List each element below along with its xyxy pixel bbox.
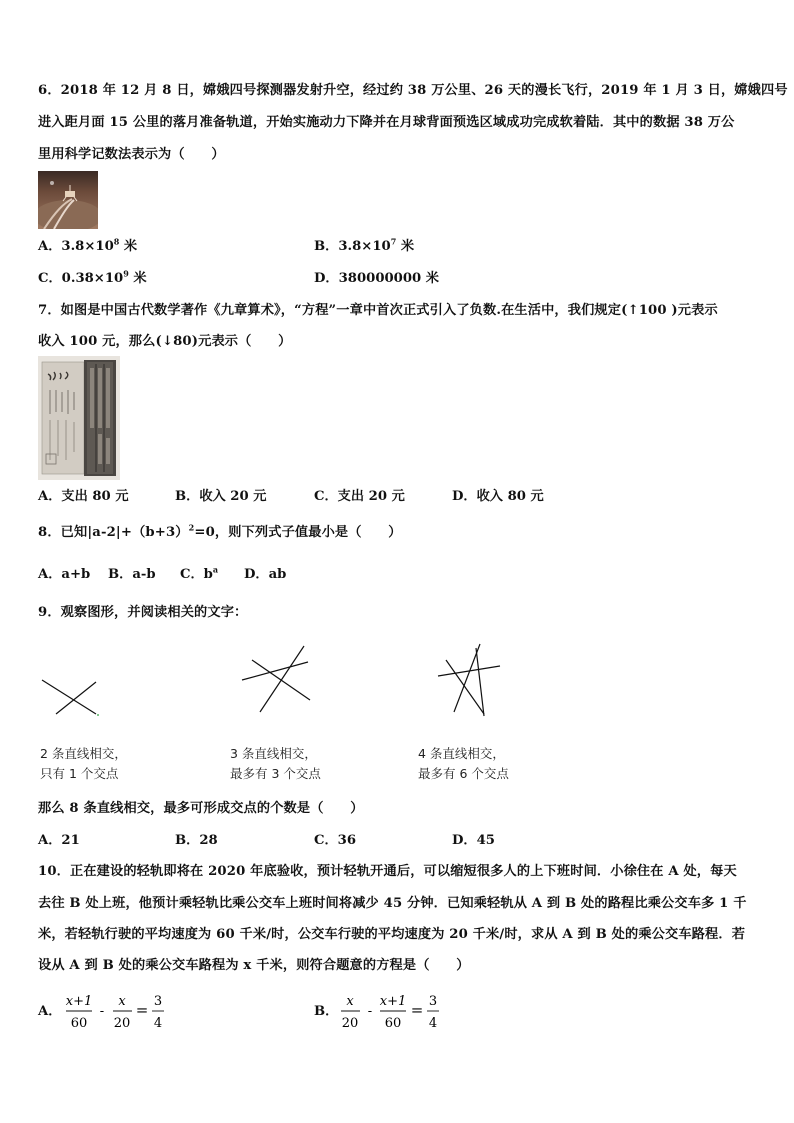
q10-b-numerator-3: 3 xyxy=(428,994,438,1009)
q8-option-a[interactable]: A．a+b xyxy=(38,567,91,582)
fig3-caption-line-1: 4 条直线相交， xyxy=(418,746,505,761)
q10-b-numerator-2: x+1 xyxy=(379,994,407,1009)
q7-line-1: 7．如图是中国古代数学著作《九章算术》，“方程”一章中首次正式引入了负数.在生活中，我们规定(↑100 )元表示 xyxy=(38,303,718,318)
q10-b-denominator-2: 60 xyxy=(384,1016,402,1031)
three-lines-figure xyxy=(242,646,310,712)
q9-option-d[interactable]: D．45 xyxy=(452,833,495,848)
q10-b-numerator-1: x xyxy=(346,994,354,1009)
q6-option-a[interactable]: A．$3.8\times 10^8$ 米 xyxy=(38,236,138,254)
q8-line-1: 8．已知$|a-2|+(b+3)^2=0$，则下列式子值最小是（ ） xyxy=(38,522,402,540)
fig1-caption-line-1: 2 条直线相交， xyxy=(40,746,127,761)
q8-option-b[interactable]: B．a-b xyxy=(108,567,156,582)
two-lines-figure xyxy=(42,680,99,716)
q10-option-a-equation[interactable] xyxy=(62,990,172,1038)
q10-line-4: 设从 A 到 B 处的乘公交车路程为 x 千米，则符合题意的方程是（ ） xyxy=(38,958,470,973)
q10-a-numerator-3: 3 xyxy=(153,994,163,1009)
fig1-caption-line-2: 只有 1 个交点 xyxy=(40,766,119,781)
q6-line-2: 进入距月面 15 公里的落月准备轨道，开始实施动力下降并在月球背面预选区域成功完成软着陆．其中的数据 38 万公 xyxy=(38,115,735,130)
q7-line-2: 收入 100 元，那么(↓80)元表示（ ） xyxy=(38,334,292,349)
jiuzhang-suanshu-book-photo xyxy=(38,356,120,480)
q9-option-b[interactable]: B．28 xyxy=(175,833,218,848)
q10-a-numerator-2: x xyxy=(118,994,126,1009)
q10-a-equals: = xyxy=(135,1001,149,1019)
q10-line-2: 去往 B 处上班，他预计乘轻轨比乘公交车上班时间将减少 45 分钟．已知乘轻轨从 A 到 B 处的路程比乘公交车多 1 千 xyxy=(38,896,747,911)
q8-option-c[interactable]: C．$b^a$ xyxy=(180,564,219,582)
lunar-landing-photo xyxy=(38,171,98,229)
q7-option-b[interactable]: B．收入 20 元 xyxy=(175,489,267,504)
q10-b-denominator-1: 20 xyxy=(341,1016,359,1031)
q7-option-d[interactable]: D．收入 80 元 xyxy=(452,489,544,504)
fig2-caption-line-2: 最多有 3 个交点 xyxy=(230,766,321,781)
q10-line-3: 米，若轻轨行驶的平均速度为 60 千米/时，公交车行驶的平均速度为 20 千米/时，求从 A 到 B 处的乘公交车路程．若 xyxy=(38,927,746,942)
q6-line-3: 里用科学记数法表示为（ ） xyxy=(38,147,225,162)
q7-option-c[interactable]: C．支出 20 元 xyxy=(314,489,405,504)
q6-option-c[interactable]: C．$0.38\times 10^9$ 米 xyxy=(38,268,147,286)
q10-b-denominator-3: 4 xyxy=(428,1016,438,1031)
q6-option-d[interactable]: D．380000000 米 xyxy=(314,271,439,286)
q10-a-minus: - xyxy=(99,1004,105,1019)
q10-option-b-equation[interactable] xyxy=(338,990,448,1038)
fig3-caption-line-2: 最多有 6 个交点 xyxy=(418,766,509,781)
q10-a-denominator-1: 60 xyxy=(70,1016,88,1031)
intersecting-lines-figures xyxy=(30,640,530,730)
q10-a-numerator-1: x+1 xyxy=(65,994,93,1009)
q9-option-a[interactable]: A．21 xyxy=(38,833,80,848)
q10-b-minus: - xyxy=(367,1004,373,1019)
q10-a-denominator-3: 4 xyxy=(153,1016,163,1031)
q9-option-c[interactable]: C．36 xyxy=(314,833,357,848)
q10-b-equals: = xyxy=(410,1001,424,1019)
q6-option-b[interactable]: B．$3.8\times 10^7$ 米 xyxy=(314,236,415,254)
fig2-caption-line-1: 3 条直线相交， xyxy=(230,746,317,761)
q10-a-denominator-2: 20 xyxy=(113,1016,131,1031)
q8-option-d[interactable]: D．ab xyxy=(244,567,287,582)
q7-option-a[interactable]: A．支出 80 元 xyxy=(38,489,129,504)
q10-option-a-label[interactable]: A． xyxy=(38,1004,62,1019)
q10-line-1: 10．正在建设的轻轨即将在 2020 年底验收，预计轻轨开通后，可以缩短很多人的上下班时间．小徐住在 A 处，每天 xyxy=(38,864,737,879)
q10-option-b-label[interactable]: B． xyxy=(314,1004,339,1019)
q6-line-1: 6．2018 年 12 月 8 日，嫦娥四号探测器发射升空，经过约 38 万公里、26 天的漫长飞行，2019 年 1 月 3 日，嫦娥四号 xyxy=(38,83,788,98)
four-lines-figure xyxy=(438,644,500,716)
q9-line-1: 9．观察图形，并阅读相关的文字： xyxy=(38,605,248,620)
q9-question: 那么 8 条直线相交，最多可形成交点的个数是（ ） xyxy=(38,801,364,816)
